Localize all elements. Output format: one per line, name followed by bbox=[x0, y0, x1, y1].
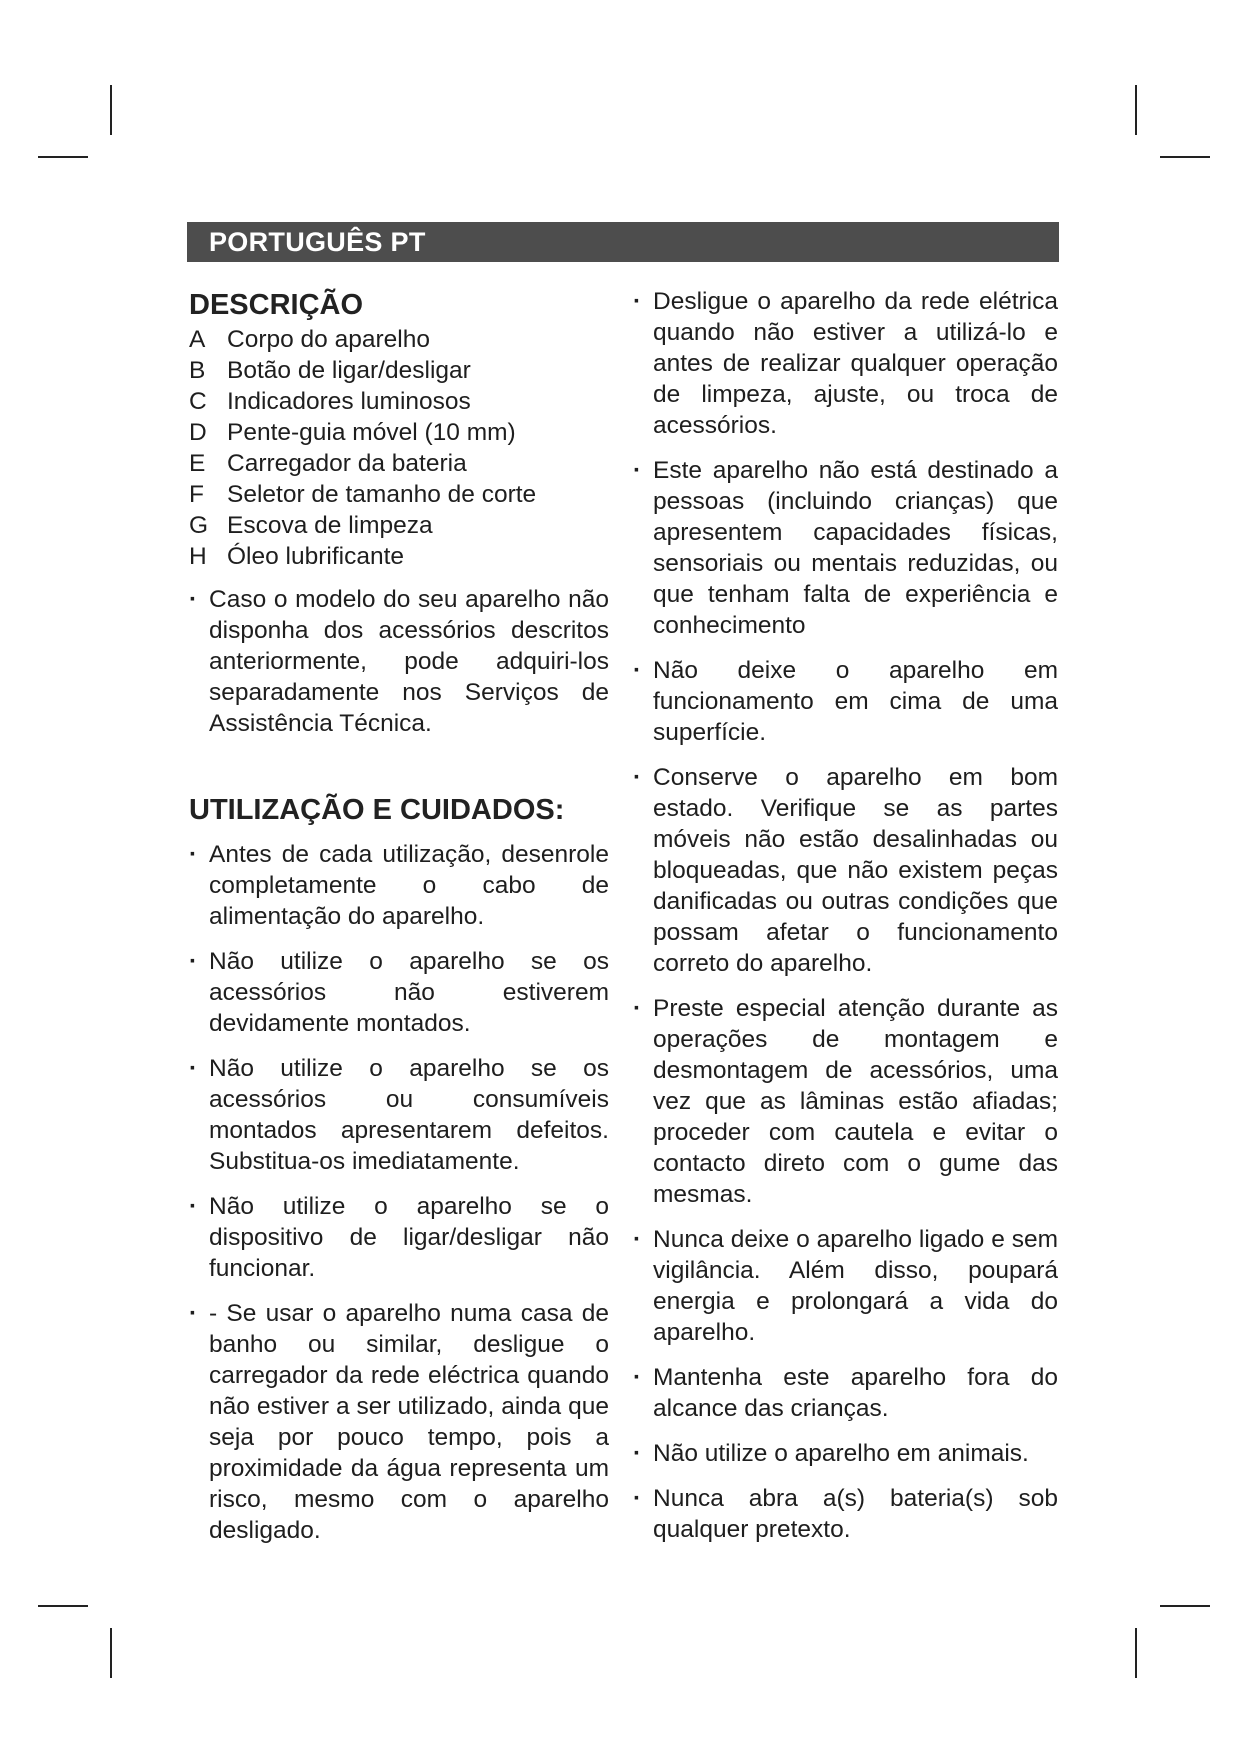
usage-item: · Desligue o aparelho da rede elétrica quando não estiver a utilizá-lo e antes de realizar qualquer operação de limpeza, ajuste, ou troca de acessórios. bbox=[633, 286, 1058, 441]
part-label: Seletor de tamanho de corte bbox=[227, 481, 537, 508]
usage-item: · Este aparelho não está destinado a pessoas (incluindo crianças) que apresentem capacidades físicas, sensoriais ou mentais reduzidas, ou que tenham falta de experiência e conhecimento bbox=[633, 455, 1058, 641]
usage-item: · - Se usar o aparelho numa casa de banho ou similar, desligue o carregador da rede eléctrica quando não estiver a ser utilizado, ainda que seja por pouco tempo, pois a proximidade da água representa um risco, mesmo com o aparelho desligado. bbox=[189, 1298, 609, 1546]
usage-item: · Antes de cada utilização, desenrole completamente o cabo de alimentação do aparelho. bbox=[189, 839, 609, 932]
usage-item: · Nunca abra a(s) bateria(s) sob qualquer pretexto. bbox=[633, 1483, 1058, 1545]
crop-mark-top-right-horizontal bbox=[1160, 156, 1210, 158]
usage-item: · Não deixe o aparelho em funcionamento em cima de uma superfície. bbox=[633, 655, 1058, 748]
part-label: Indicadores luminosos bbox=[227, 388, 471, 415]
right-column bbox=[633, 286, 1058, 1559]
part-letter: H bbox=[189, 543, 207, 570]
usage-list-left bbox=[189, 839, 609, 1546]
part-letter: D bbox=[189, 419, 207, 446]
part-label: Botão de ligar/desligar bbox=[227, 357, 471, 384]
part-item bbox=[189, 510, 609, 541]
part-label: Pente-guia móvel (10 mm) bbox=[227, 419, 516, 446]
part-item bbox=[189, 479, 609, 510]
usage-item: · Não utilize o aparelho se os acessórios ou consumíveis montados apresentarem defeitos. Substitua-os imediatamente. bbox=[189, 1053, 609, 1177]
usage-item: · Não utilize o aparelho se os acessórios não estiverem devidamente montados. bbox=[189, 946, 609, 1039]
usage-item: · Não utilize o aparelho em animais. bbox=[633, 1438, 1058, 1469]
part-item bbox=[189, 448, 609, 479]
description-heading: DESCRIÇÃO bbox=[189, 289, 364, 321]
part-item bbox=[189, 417, 609, 448]
crop-mark-bottom-left-vertical bbox=[110, 1628, 112, 1678]
usage-heading: UTILIZAÇÃO E CUIDADOS: bbox=[189, 794, 565, 826]
usage-item: · Não utilize o aparelho se o dispositivo de ligar/desligar não funcionar. bbox=[189, 1191, 609, 1284]
crop-mark-bottom-right-vertical bbox=[1135, 1628, 1137, 1678]
crop-mark-top-left-horizontal bbox=[38, 156, 88, 158]
description-notes bbox=[189, 584, 609, 739]
part-label: Carregador da bateria bbox=[227, 450, 467, 477]
parts-list bbox=[189, 324, 609, 572]
part-letter: G bbox=[189, 512, 209, 539]
part-item bbox=[189, 386, 609, 417]
usage-list-right bbox=[633, 286, 1058, 1545]
part-label: Escova de limpeza bbox=[227, 512, 433, 539]
part-label: Óleo lubrificante bbox=[227, 543, 405, 570]
part-item bbox=[189, 355, 609, 386]
part-letter: C bbox=[189, 388, 207, 415]
part-label: Corpo do aparelho bbox=[227, 326, 430, 353]
part-letter: F bbox=[189, 481, 204, 508]
left-column bbox=[189, 286, 609, 1560]
crop-mark-top-right-vertical bbox=[1135, 85, 1137, 135]
crop-mark-bottom-left-horizontal bbox=[38, 1605, 88, 1607]
usage-item: · Mantenha este aparelho fora do alcance das crianças. bbox=[633, 1362, 1058, 1424]
part-letter: E bbox=[189, 450, 206, 477]
part-item bbox=[189, 324, 609, 355]
usage-item: · Nunca deixe o aparelho ligado e sem vigilância. Além disso, poupará energia e prolongará a vida do aparelho. bbox=[633, 1224, 1058, 1348]
crop-mark-bottom-right-horizontal bbox=[1160, 1605, 1210, 1607]
part-letter: B bbox=[189, 357, 206, 384]
usage-item: · Preste especial atenção durante as operações de montagem e desmontagem de acessórios, uma vez que as lâminas estão afiadas; proceder com cautela e evitar o contacto direto com o gume das mesmas. bbox=[633, 993, 1058, 1210]
usage-item: · Conserve o aparelho em bom estado. Verifique se as partes móveis não estão desalinhadas ou bloqueadas, que não existem peças danificadas ou outras condições que possam afetar o funcionamento correto do aparelho. bbox=[633, 762, 1058, 979]
part-letter: A bbox=[189, 326, 206, 353]
part-item bbox=[189, 541, 609, 572]
description-note: · Caso o modelo do seu aparelho não disponha dos acessórios descritos anteriormente, pode adquiri-los separadamente nos Serviços de Assistência Técnica. bbox=[189, 584, 609, 739]
language-banner: PORTUGUÊS PT bbox=[187, 222, 1059, 262]
crop-mark-top-left-vertical bbox=[110, 85, 112, 135]
